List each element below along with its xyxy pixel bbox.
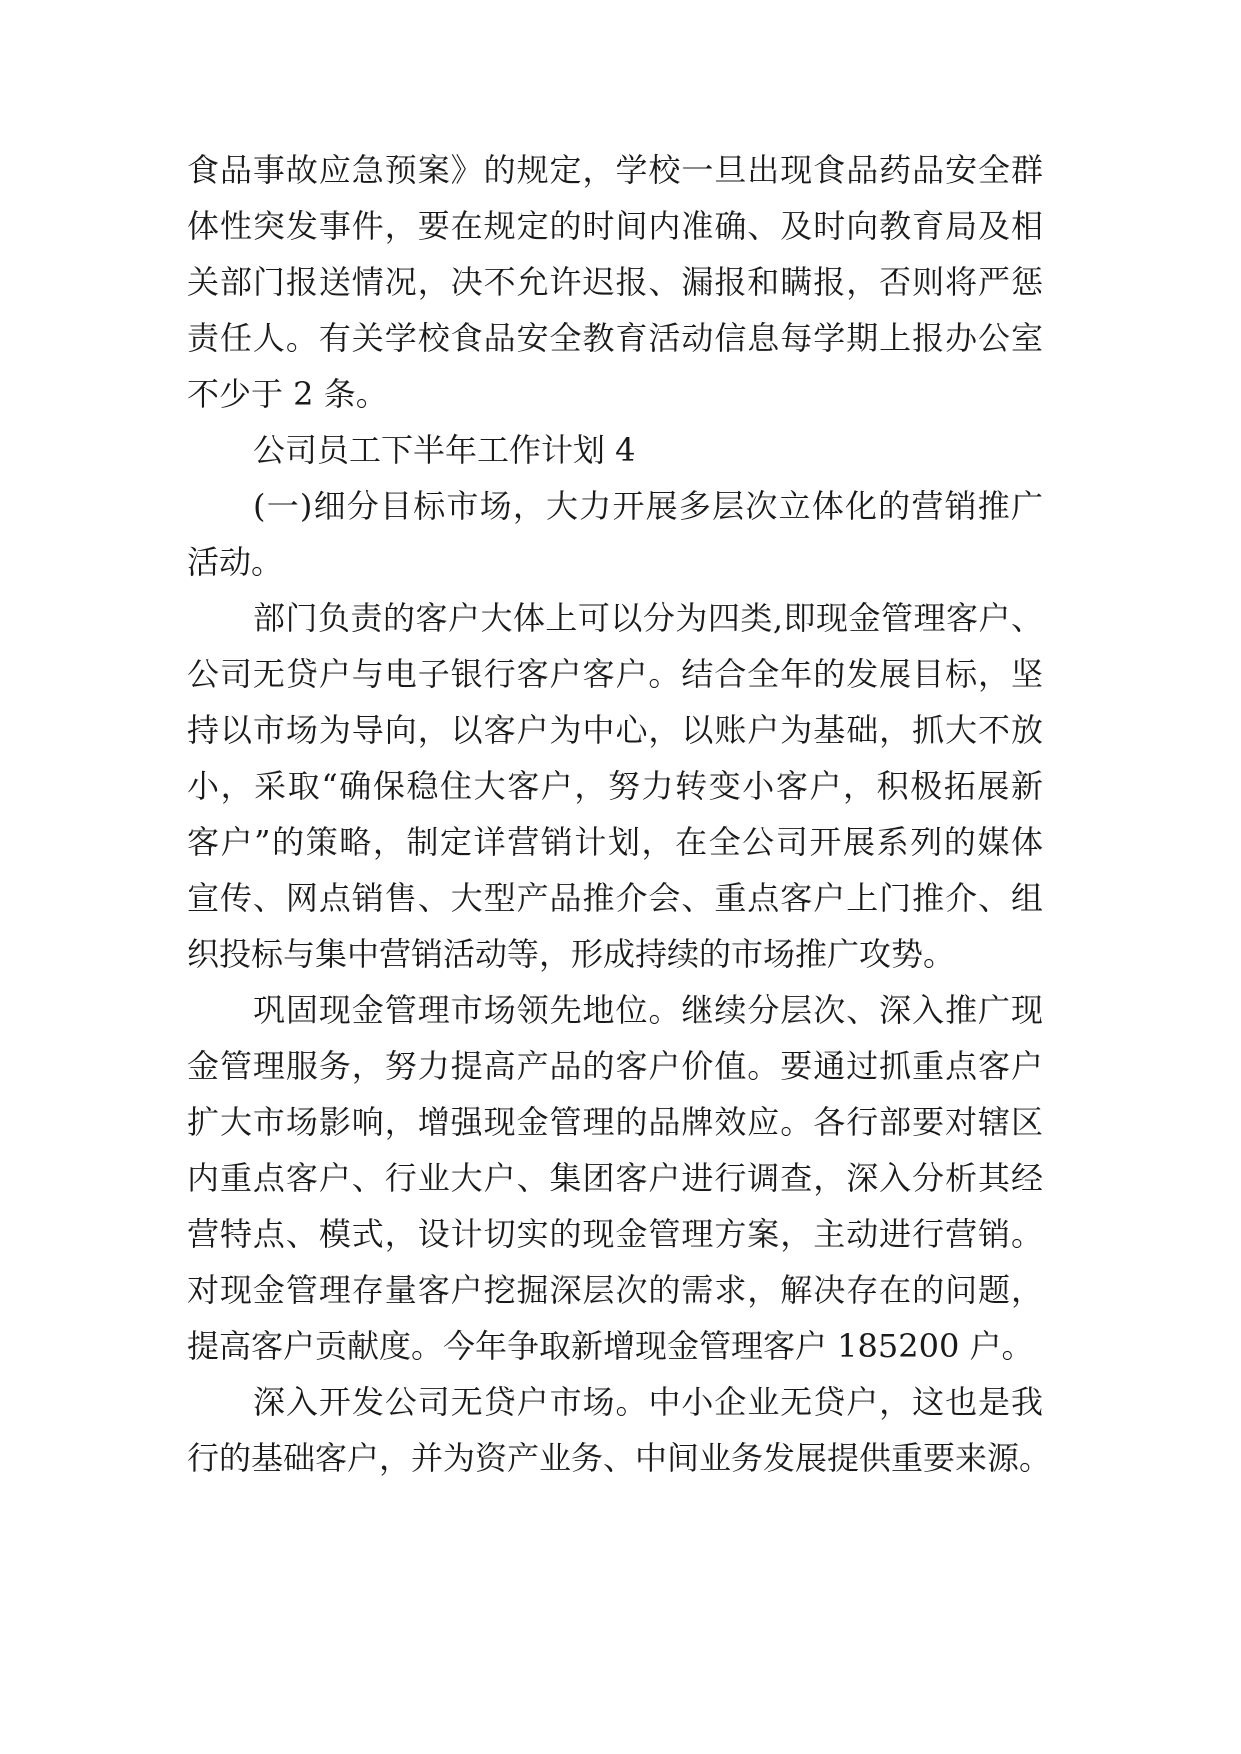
paragraph-first-line: 巩固现金管理市场领先地位。继续分层次、深入推广现 (253, 991, 1043, 1029)
text-line: 责任人。有关学校食品安全教育活动信息每学期上报办公室 (187, 319, 1043, 357)
text-line: 金管理服务，努力提高产品的客户价值。要通过抓重点客户 (187, 1047, 1043, 1085)
text-line: 公司无贷户与电子银行客户客户。结合全年的发展目标，坚 (187, 655, 1043, 693)
text-line: 宣传、网点销售、大型产品推介会、重点客户上门推介、组 (187, 879, 1043, 917)
text-line: 织投标与集中营销活动等，形成持续的市场推广攻势。 (187, 935, 956, 973)
text-line: 不少于 2 条。 (187, 375, 388, 413)
paragraph-first-line: 深入开发公司无贷户市场。中小企业无贷户，这也是我 (253, 1383, 1043, 1421)
text-line: 内重点客户、行业大户、集团客户进行调查，深入分析其经 (187, 1159, 1043, 1197)
text-line: 活动。 (187, 543, 284, 581)
subsection-heading: (一)细分目标市场，大力开展多层次立体化的营销推广 (253, 487, 1043, 525)
text-line: 持以市场为导向，以客户为中心，以账户为基础，抓大不放 (187, 711, 1043, 749)
text-line: 扩大市场影响，增强现金管理的品牌效应。各行部要对辖区 (187, 1103, 1043, 1141)
text-line: 关部门报送情况，决不允许迟报、漏报和瞒报，否则将严惩 (187, 263, 1043, 301)
text-line: 体性突发事件，要在规定的时间内准确、及时向教育局及相 (187, 207, 1043, 245)
text-line: 提高客户贡献度。今年争取新增现金管理客户 185200 户。 (187, 1327, 1034, 1365)
paragraph-first-line: 部门负责的客户大体上可以分为四类,即现金管理客户、 (253, 599, 1043, 637)
section-heading: 公司员工下半年工作计划 4 (253, 431, 636, 469)
text-line: 客户”的策略，制定详营销计划，在全公司开展系列的媒体 (187, 823, 1043, 861)
text-line: 行的基础客户，并为资产业务、中间业务发展提供重要来源。 (187, 1439, 1052, 1477)
text-line: 食品事故应急预案》的规定，学校一旦出现食品药品安全群 (187, 151, 1043, 189)
text-line: 营特点、模式，设计切实的现金管理方案，主动进行营销。 (187, 1215, 1043, 1253)
text-line: 对现金管理存量客户挖掘深层次的需求，解决存在的问题， (187, 1271, 1043, 1309)
text-line: 小，采取“确保稳住大客户，努力转变小客户，积极拓展新 (187, 767, 1043, 805)
